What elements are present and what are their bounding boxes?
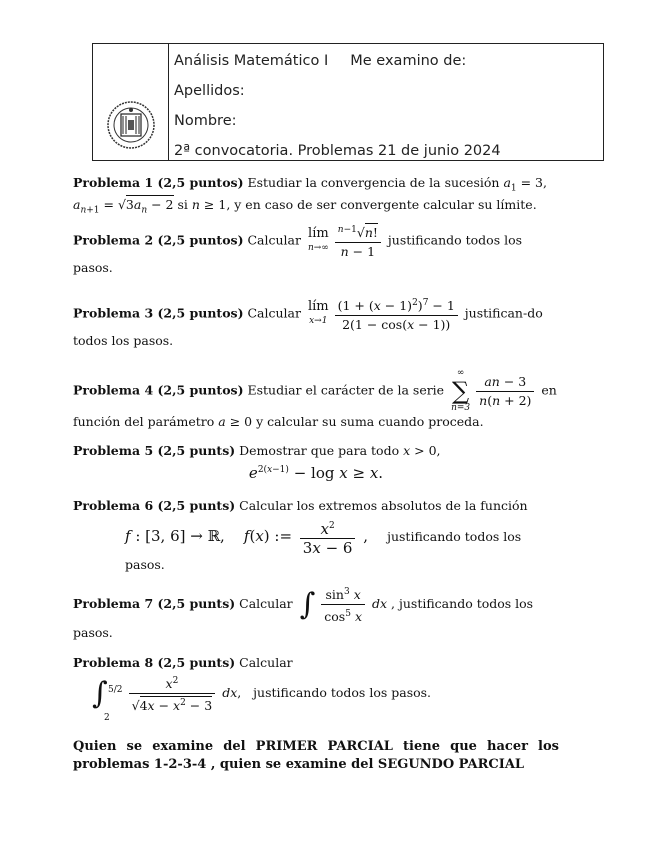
problem-6-text-b: justificando todos los pasos. [125,529,522,572]
problem-7-text-a: Calcular [239,596,293,612]
problem-5 [73,443,559,481]
problem-6-function: f : [3, 6] → ℝ, f(x) := $\frac{x^2}{3x - 6}$ , justificando todos los pasos. [125,520,522,572]
footer-note: Quien se examine del PRIMER PARCIAL tiene que hacer los problemas 1-2-3-4 , quien se examine del SEGUNDO PARCIAL [73,739,559,772]
problem-4-condition: a ≥ 0 [218,414,253,429]
problem-8-text-a: Calcular [239,655,293,670]
exam-choice-label: Me examino de: [350,53,467,69]
problem-3-text-a: Calcular [247,305,301,321]
problem-1 [73,175,559,218]
logo-cell [93,44,169,160]
problem-8-integral: ∫ 5/2 2 $\frac{x^2}{√4x - x^2 - 3}$ dx, justificando todos los pasos. [73,673,559,714]
problem-2-title: Problema 2 (2,5 puntos) [73,232,244,248]
problem-1-condition: n ≥ 1 [191,196,227,212]
problem-5-title: Problema 5 (2,5 punts) [73,443,236,458]
course-title: Análisis Matemático I [174,53,329,69]
problem-7-fraction: $\frac{\sin^3 x}{\cos^5 x}$ [321,584,365,625]
problem-5-inequality: $e^{2(x-1)} - \log x \ge x$. [248,464,384,482]
problem-8-title: Problema 8 (2,5 punts) [73,655,236,670]
problem-4-title: Problema 4 (2,5 puntos) [73,382,244,398]
problem-4-text-a: Estudiar el carácter de la serie [247,382,445,398]
problem-1-title: Problema 1 (2,5 puntos) [73,175,244,190]
exam-header [92,43,604,161]
problem-5-text-a: Demostrar que para todo [239,443,400,458]
problem-3-text-b: justifican-do todos los pasos. [73,305,543,349]
problem-7: Problema 7 (2,5 punts) Calcular ∫ $\frac{\sin^3 x}{\cos^5 x}$ dx , justificando todos los pasos. [73,584,559,641]
problem-7-text-b: justificando todos los pasos. [73,596,534,641]
problem-3-fraction: $\frac{(1 + (x - 1)^2)^7 - 1}{2(1 - \cos(x - 1))}$ [335,295,458,333]
problem-4-sum: ∞ ∑ n=3 [451,368,471,413]
problem-4-text-c: y calcular su suma cuando proceda. [256,414,484,429]
problem-1-text-a: Estudiar la convergencia de la sucesión [247,175,500,190]
problem-7-title: Problema 7 (2,5 punts) [73,596,236,612]
problem-8-text-b: justificando todos los pasos. [253,685,432,701]
problem-2-limit: lím n→∞ [307,226,329,254]
surname-label: Apellidos: [174,83,245,99]
header-course-row [174,52,466,70]
problem-3 [73,295,559,349]
problem-1-formula-a1: $a_1 = 3$, [503,175,547,194]
problem-4 [73,368,559,430]
problem-6-text-a: Calcular los extremos absolutos de la función [239,498,528,513]
problem-4-text-b: en función del parámetro [73,382,557,429]
problem-2-text-a: Calcular [247,232,301,248]
problem-5-condition: x > 0, [403,443,441,458]
session-label: 2ª convocatoria. Problemas 21 de junio 2024 [174,143,501,159]
problem-3-limit: lím x→1 [307,299,329,327]
problem-6 [73,498,559,573]
problem-1-recurrence: $a_{n+1} = √3a_n - 2$ [73,196,174,215]
problem-4-fraction: $\frac{an - 3}{n(n + 2)}$ [476,374,534,409]
problem-2 [73,222,559,276]
problem-2-fraction: $\frac{^{n-1}√n!}{n - 1}$ [335,222,381,260]
name-label: Nombre: [174,113,237,129]
university-seal-icon [102,100,160,150]
problem-1-text-b: si [177,196,188,212]
problem-2-text-b: justificando todos los pasos. [73,232,523,276]
problem-7-integral-sign: ∫ [299,586,316,622]
problem-8 [73,655,559,723]
problem-1-text-c: , y en caso de ser convergente calcular su límite. [226,196,537,212]
problem-3-title: Problema 3 (2,5 puntos) [73,305,244,321]
problem-6-title: Problema 6 (2,5 punts) [73,498,236,513]
